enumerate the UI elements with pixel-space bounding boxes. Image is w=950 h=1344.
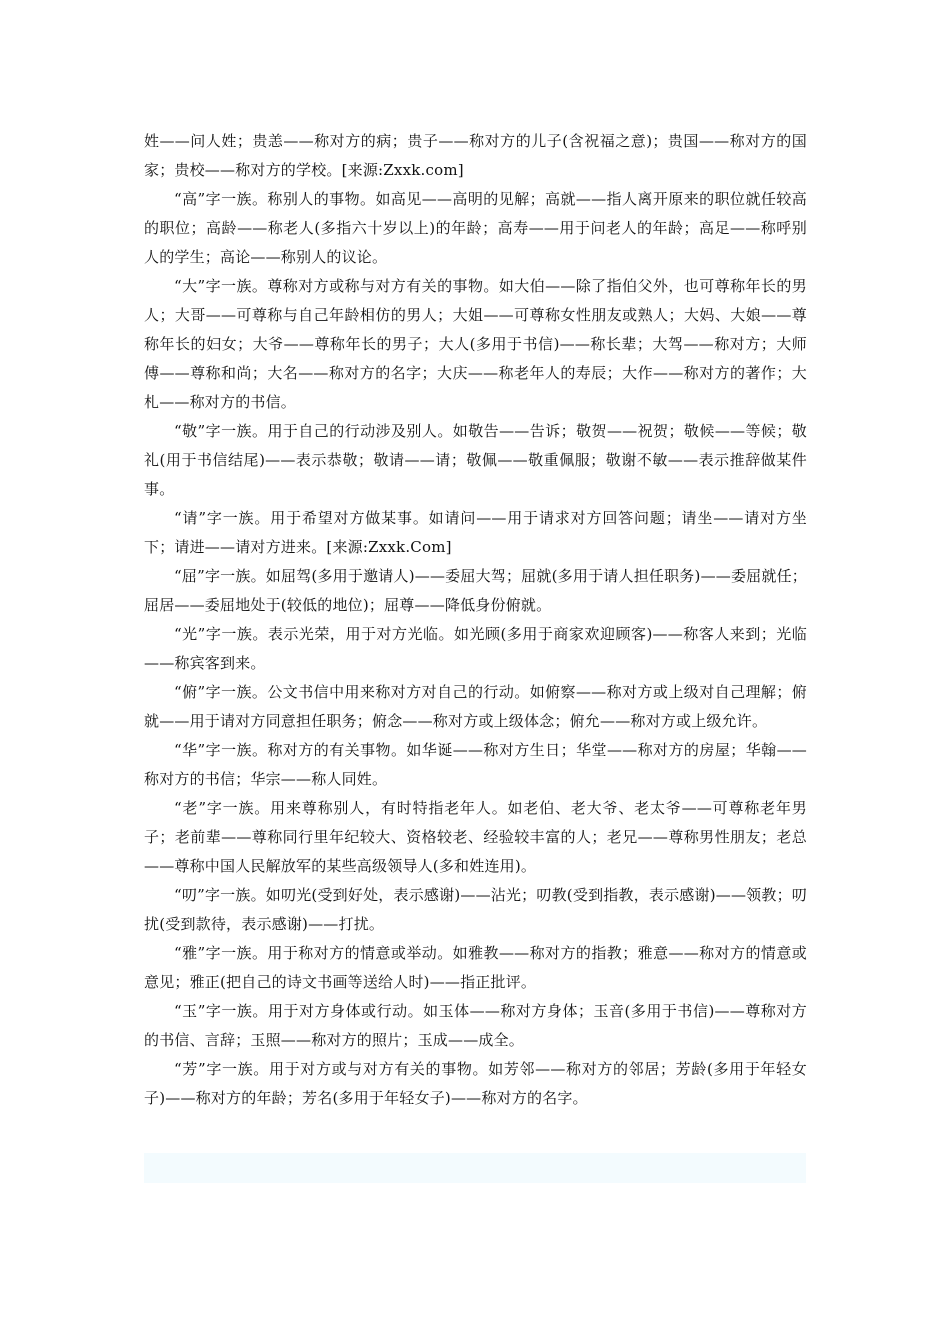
shaded-empty-band bbox=[144, 1153, 806, 1183]
paragraph-dao: “叨”字一族。如叨光(受到好处，表示感谢)——沾光；叨教(受到指教，表示感谢)——领教；叨扰(受到款待，表示感谢)——打扰。 bbox=[144, 886, 807, 933]
paragraph-guang: “光”字一族。表示光荣，用于对方光临。如光顾(多用于商家欢迎顾客)——称客人来到；光临——称宾客到来。 bbox=[144, 625, 807, 672]
paragraph-qu: “屈”字一族。如屈驾(多用于邀请人)——委屈大驾；屈就(多用于请人担任职务)——委屈就任；屈居——委屈地处于(较低的地位)；屈尊——降低身份俯就。 bbox=[144, 567, 807, 614]
paragraph-hua: “华”字一族。称对方的有关事物。如华诞——称对方生日；华堂——称对方的房屋；华翰——称对方的书信；华宗——称人同姓。 bbox=[144, 741, 807, 788]
paragraph-fang: “芳”字一族。用于对方或与对方有关的事物。如芳邻——称对方的邻居；芳龄(多用于年轻女子)——称对方的年龄；芳名(多用于年轻女子)——称对方的名字。 bbox=[144, 1060, 807, 1107]
paragraph-gao: “高”字一族。称别人的事物。如高见——高明的见解；高就——指人离开原来的职位就任较高的职位；高龄——称老人(多指六十岁以上)的年龄；高寿——用于问老人的年龄；高足——称呼别人的学生；高论——称别人的议论。 bbox=[144, 190, 807, 266]
document-body bbox=[144, 127, 807, 1113]
paragraph-qing: “请”字一族。用于希望对方做某事。如请问——用于请求对方回答问题；请坐——请对方坐下；请进——请对方进来。[来源:Zxxk.Com] bbox=[144, 509, 807, 556]
paragraph-lao: “老”字一族。用来尊称别人，有时特指老年人。如老伯、老大爷、老太爷——可尊称老年男子；老前辈——尊称同行里年纪较大、资格较老、经验较丰富的人；老兄——尊称男性朋友；老总——尊称中国人民解放军的某些高级领导人(多和姓连用)。 bbox=[144, 799, 807, 875]
paragraph-gui: 姓——问人姓；贵恙——称对方的病；贵子——称对方的儿子(含祝福之意)；贵国——称对方的国家；贵校——称对方的学校。[来源:Zxxk.com] bbox=[144, 132, 807, 179]
paragraph-fu: “俯”字一族。公文书信中用来称对方对自己的行动。如俯察——称对方或上级对自己理解；俯就——用于请对方同意担任职务；俯念——称对方或上级体念；俯允——称对方或上级允许。 bbox=[144, 683, 807, 730]
paragraph-jing: “敬”字一族。用于自己的行动涉及别人。如敬告——告诉；敬贺——祝贺；敬候——等候；敬礼(用于书信结尾)——表示恭敬；敬请——请；敬佩——敬重佩服；敬谢不敏——表示推辞做某件事。 bbox=[144, 422, 807, 498]
paragraph-ya: “雅”字一族。用于称对方的情意或举动。如雅教——称对方的指教；雅意——称对方的情意或意见；雅正(把自己的诗文书画等送给人时)——指正批评。 bbox=[144, 944, 807, 991]
paragraph-da: “大”字一族。尊称对方或称与对方有关的事物。如大伯——除了指伯父外，也可尊称年长的男人；大哥——可尊称与自己年龄相仿的男人；大姐——可尊称女性朋友或熟人；大妈、大娘——尊称年长的妇女；大爷——尊称年长的男子；大人(多用于书信)——称长辈；大驾——称对方；大师傅——尊称和尚；大名——称对方的名字；大庆——称老年人的寿辰；大作——称对方的著作；大札——称对方的书信。 bbox=[144, 277, 807, 411]
paragraph-yu: “玉”字一族。用于对方身体或行动。如玉体——称对方身体；玉音(多用于书信)——尊称对方的书信、言辞；玉照——称对方的照片；玉成——成全。 bbox=[144, 1002, 807, 1049]
